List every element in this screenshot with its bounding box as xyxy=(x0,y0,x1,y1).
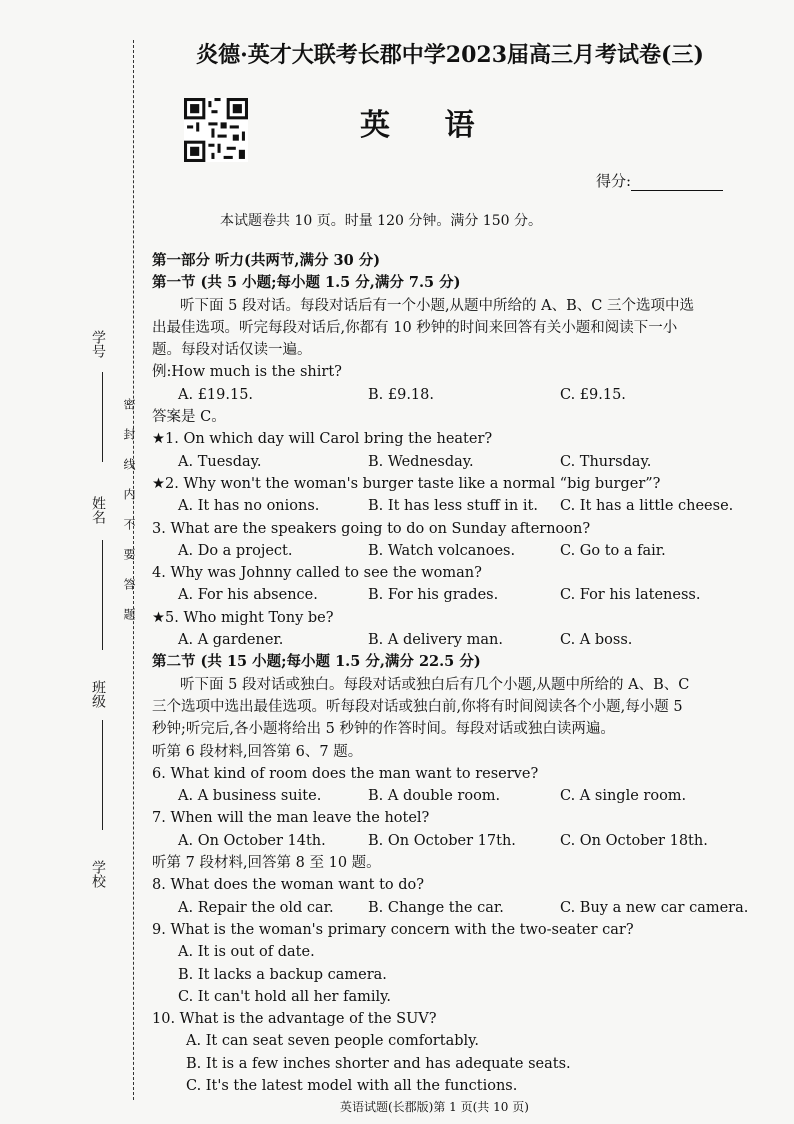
option-a: A. Do a project. xyxy=(178,542,293,559)
margin-field-student-id: 学号 xyxy=(90,330,106,358)
question-2: ★2. Why won't the woman's burger taste like a normal “big burger”? xyxy=(152,475,661,492)
option-b: B. It lacks a backup camera. xyxy=(178,966,387,983)
page-title: 炎德·英才大联考长郡中学2023届高三月考试卷(三) xyxy=(196,42,704,68)
instruction-line: 听下面 5 段对话或独白。每段对话或独白后有几个小题,从题中所给的 A、B、C xyxy=(180,676,690,693)
material-7-heading: 听第 7 段材料,回答第 8 至 10 题。 xyxy=(152,855,381,872)
options-4 xyxy=(152,584,762,606)
question-6: 6. What kind of room does the man want to reserve? xyxy=(152,765,539,782)
instruction-line: 秒钟;听完后,各小题将给出 5 秒钟的作答时间。每段对话或独白读两遍。 xyxy=(152,721,615,738)
option-c: C. It's the latest model with all the functions. xyxy=(186,1077,518,1094)
option-b: B. A double room. xyxy=(368,788,501,805)
option-b: B. £9.18. xyxy=(368,386,434,403)
instruction-line: 听下面 5 段对话。每段对话后有一个小题,从题中所给的 A、B、C 三个选项中选 xyxy=(180,297,694,314)
material-6-heading: 听第 6 段材料,回答第 6、7 题。 xyxy=(152,743,363,760)
option-a: A. A business suite. xyxy=(178,788,322,805)
seal-notice: 密封线内不要答题 xyxy=(122,398,136,638)
option-c: C. Go to a fair. xyxy=(560,542,666,559)
option-b: B. For his grades. xyxy=(368,587,499,604)
subject-heading: 英 语 xyxy=(360,108,497,143)
options-1 xyxy=(152,451,762,473)
option-a: A. For his absence. xyxy=(178,587,318,604)
options-5 xyxy=(152,629,762,651)
example-question: 例:How much is the shirt? xyxy=(152,364,342,381)
exam-content xyxy=(152,250,762,1097)
question-4: 4. Why was Johnny called to see the woman? xyxy=(152,565,482,582)
instruction-line: 三个选项中选出最佳选项。听每段对话或独白前,你将有时间阅读各个小题,每小题 5 xyxy=(152,698,683,715)
question-7: 7. When will the man leave the hotel? xyxy=(152,810,430,827)
options-8 xyxy=(152,897,762,919)
margin-field-name: 姓名 xyxy=(90,496,106,524)
option-c: C. For his lateness. xyxy=(560,587,701,604)
score-field xyxy=(596,170,723,191)
option-a: A. It is out of date. xyxy=(178,944,315,961)
option-b: B. Watch volcanoes. xyxy=(368,542,516,559)
option-c: C. A boss. xyxy=(560,632,633,649)
part1-title: 第一部分 听力(共两节,满分 30 分) xyxy=(152,252,381,269)
option-b: B. Wednesday. xyxy=(368,453,474,470)
score-blank xyxy=(631,176,723,191)
question-5: ★5. Who might Tony be? xyxy=(152,609,334,626)
instruction-line: 题。每段对话仅读一遍。 xyxy=(152,342,312,359)
margin-field-class: 班级 xyxy=(90,680,106,708)
options-6 xyxy=(152,785,762,807)
page-footer: 英语试题(长郡版)第 1 页(共 10 页) xyxy=(340,1100,529,1114)
qr-code xyxy=(184,98,248,162)
student-id-blank xyxy=(102,372,103,462)
option-c: C. Buy a new car camera. xyxy=(560,899,749,916)
options-3 xyxy=(152,540,762,562)
section1-title: 第一节 (共 5 小题;每小题 1.5 分,满分 7.5 分) xyxy=(152,274,461,292)
instruction-line: 出最佳选项。听完每段对话后,你都有 10 秒钟的时间来回答有关小题和阅读下一小 xyxy=(152,319,678,336)
question-1: ★1. On which day will Carol bring the heater? xyxy=(152,431,493,448)
option-b: B. It has less stuff in it. xyxy=(368,498,538,515)
option-a: A. A gardener. xyxy=(178,632,284,649)
option-a: A. £19.15. xyxy=(178,386,254,403)
option-b: B. It is a few inches shorter and has adequate seats. xyxy=(186,1055,571,1072)
option-c: C. On October 18th. xyxy=(560,832,708,849)
example-options xyxy=(152,384,762,406)
option-a: A. It can seat seven people comfortably. xyxy=(186,1033,480,1050)
margin-field-school: 学校 xyxy=(90,860,106,888)
option-c: C. It has a little cheese. xyxy=(560,498,734,515)
exam-intro: 本试题卷共 10 页。时量 120 分钟。满分 150 分。 xyxy=(220,213,542,229)
score-label: 得分: xyxy=(596,172,632,190)
name-blank xyxy=(102,540,103,650)
option-c: C. It can't hold all her family. xyxy=(178,988,391,1005)
option-a: A. It has no onions. xyxy=(178,498,320,515)
option-a: A. Repair the old car. xyxy=(178,899,334,916)
question-9: 9. What is the woman's primary concern with the two-seater car? xyxy=(152,921,634,938)
option-c: C. A single room. xyxy=(560,788,687,805)
options-7 xyxy=(152,830,762,852)
option-b: B. Change the car. xyxy=(368,899,504,916)
class-blank xyxy=(102,720,103,830)
option-c: C. Thursday. xyxy=(560,453,652,470)
question-10: 10. What is the advantage of the SUV? xyxy=(152,1011,437,1028)
option-a: A. Tuesday. xyxy=(178,453,262,470)
example-answer: 答案是 C。 xyxy=(152,409,226,426)
question-8: 8. What does the woman want to do? xyxy=(152,877,425,894)
options-2 xyxy=(152,495,762,517)
option-a: A. On October 14th. xyxy=(178,832,326,849)
option-c: C. £9.15. xyxy=(560,386,626,403)
option-b: B. On October 17th. xyxy=(368,832,516,849)
option-b: B. A delivery man. xyxy=(368,632,503,649)
section2-title: 第二节 (共 15 小题;每小题 1.5 分,满分 22.5 分) xyxy=(152,653,481,671)
question-3: 3. What are the speakers going to do on Sunday afternoon? xyxy=(152,520,591,537)
